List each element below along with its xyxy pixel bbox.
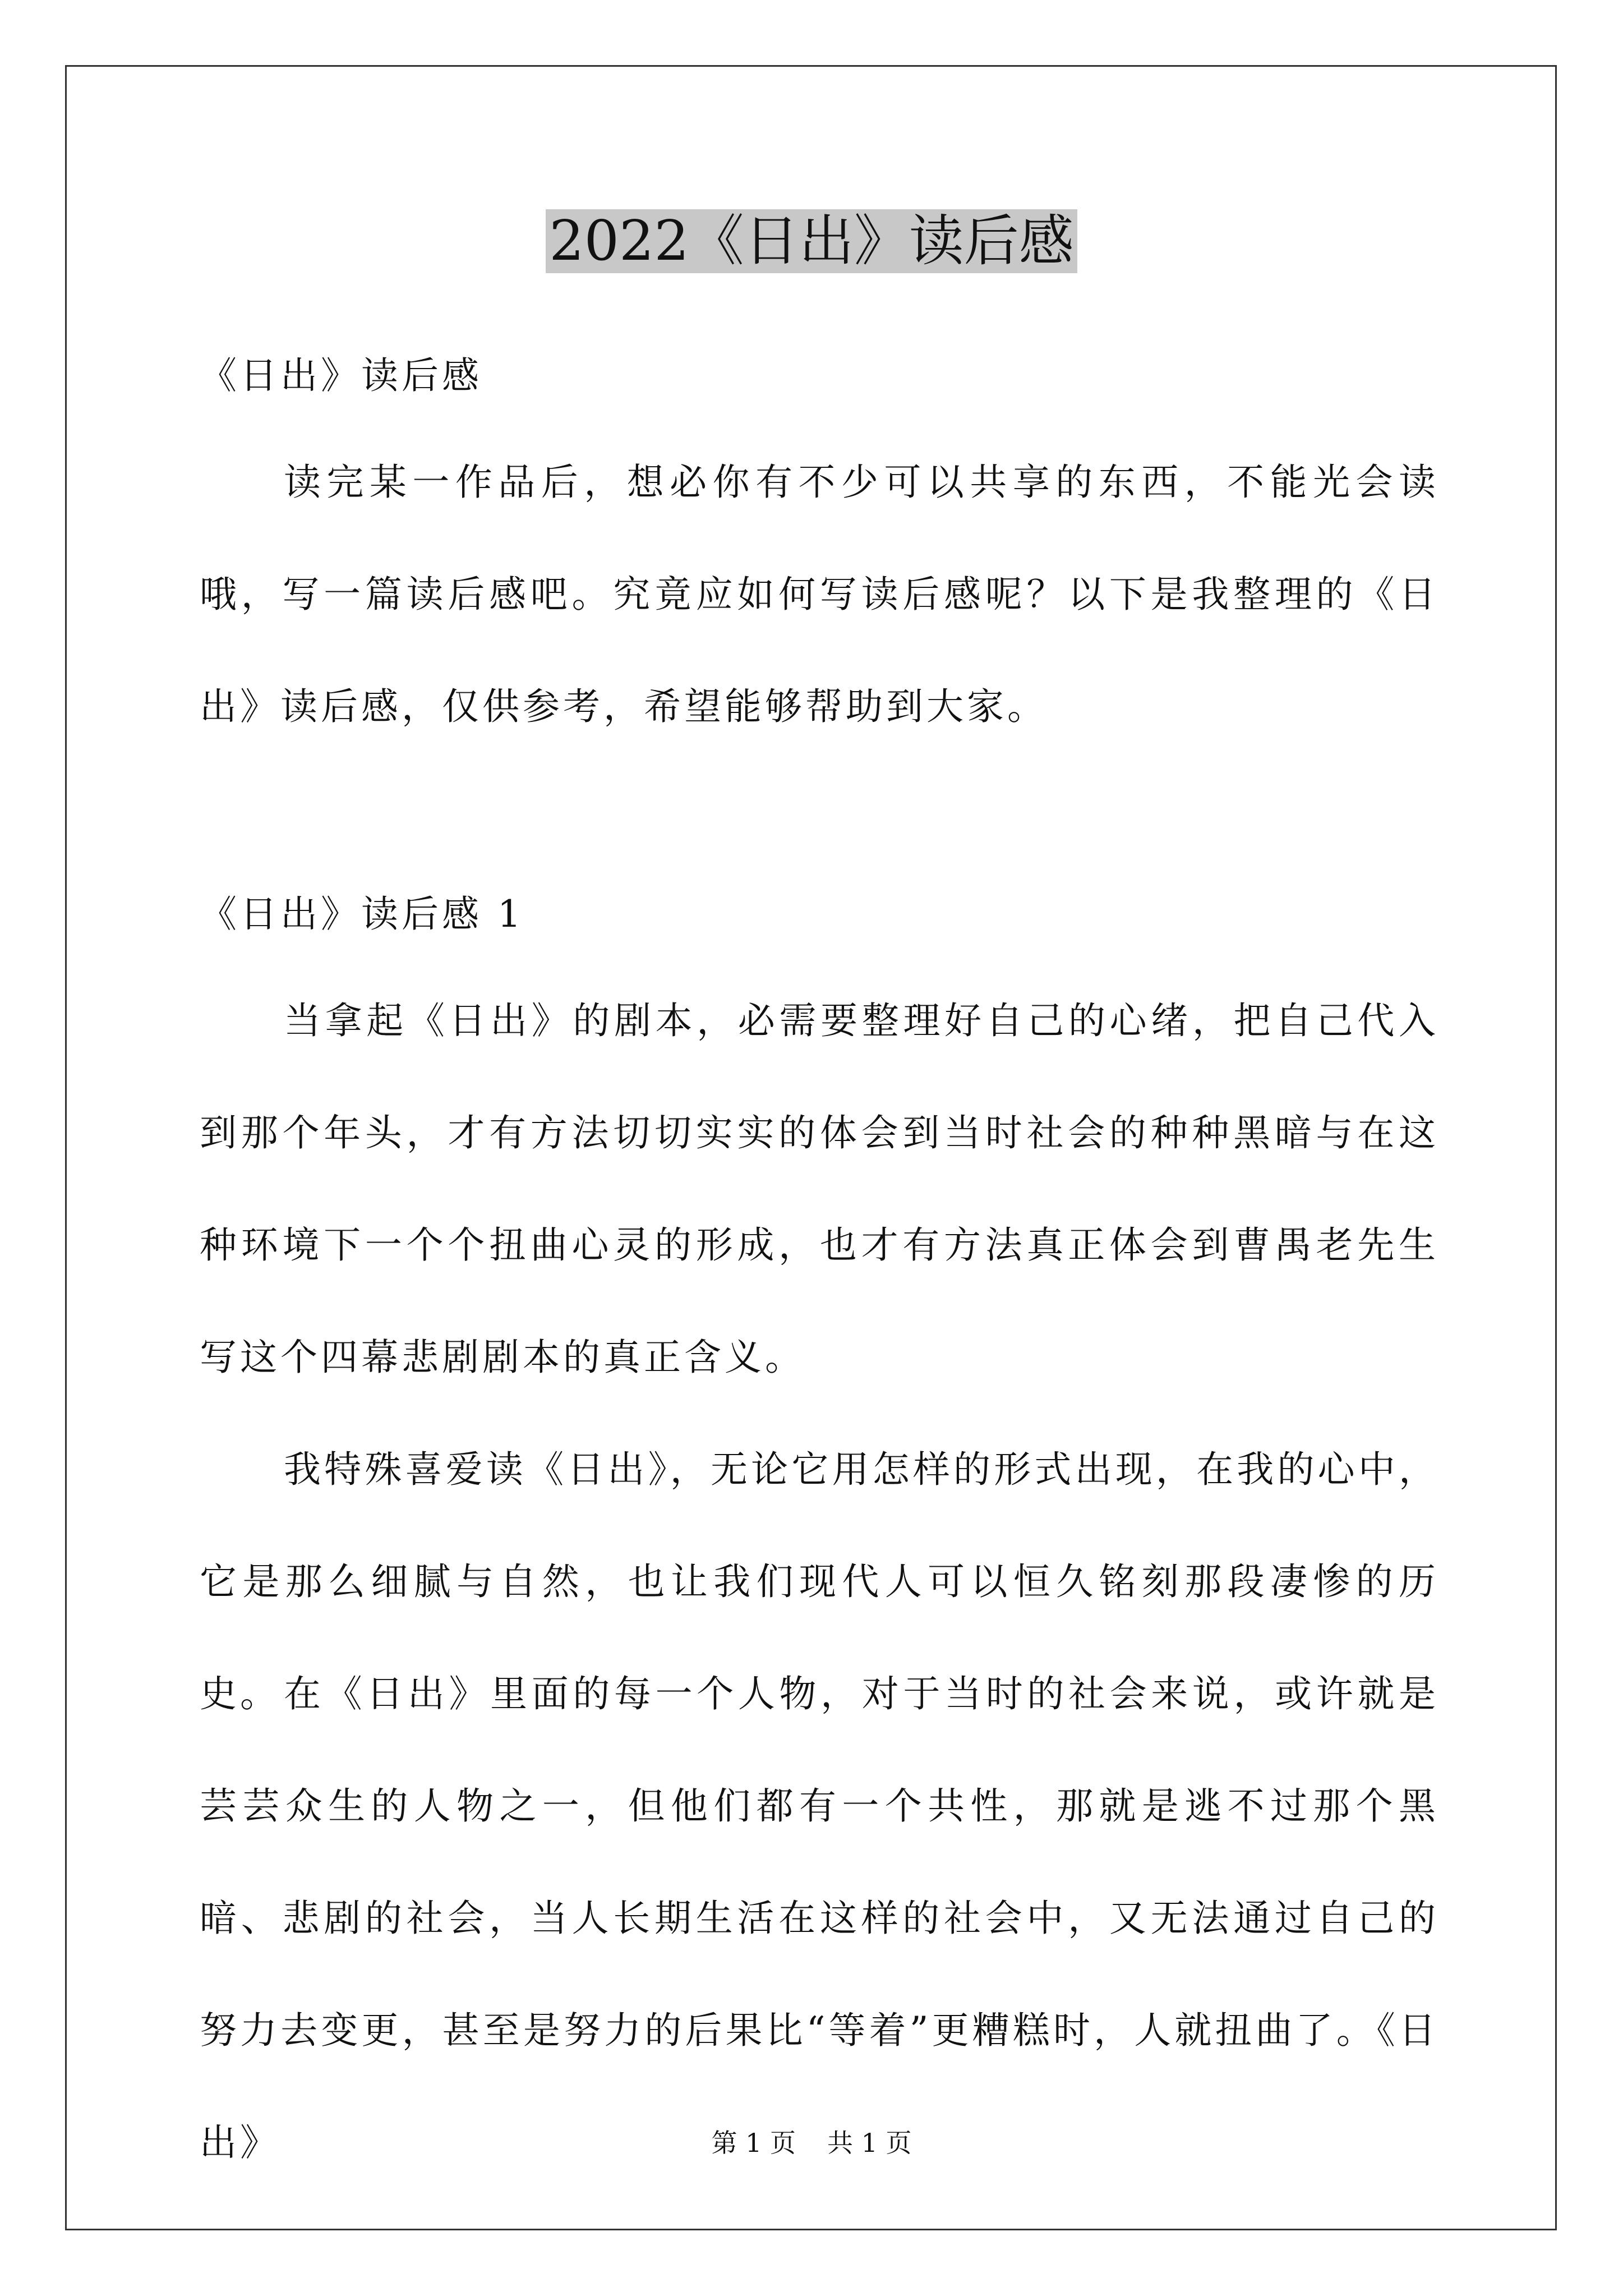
intro-paragraph: 读完某一作品后，想必你有不少可以共享的东西，不能光会读哦，写一篇读后感吧。究竟应如何写读后感呢？以下是我整理的《日出》读后感，仅供参考，希望能够帮助到大家。 — [200, 461, 1439, 728]
document-title-text: 2022《日出》读后感 — [546, 209, 1077, 273]
intro-heading: 《日出》读后感 — [200, 354, 482, 397]
page-number-current: 第 1 页 — [711, 2128, 796, 2158]
page-number-total: 共 1 页 — [827, 2128, 912, 2158]
document-title — [0, 202, 1623, 280]
section-heading: 《日出》读后感 1 — [200, 892, 524, 936]
page-footer — [0, 2126, 1623, 2160]
body-paragraph-3: 在《日出》里面的每一个人物，对于当时的社会来说，或许就是芸芸众生的人物之一，但他们都有一个共性，那就是逃不过那个黑暗、悲剧的社会，当人长期生活在这样的社会中，又无法通过自己的努力去变更，甚至是努力的后果比“等着”更糟糕时，人就扭曲了。《日出》 — [200, 1672, 1439, 2164]
body-paragraph-1: 当拿起《日出》的剧本，必需要整理好自己的心绪，把自己代入到那个年头，才有方法切切实实的体会到当时社会的种种黑暗与在这种环境下一个个扭曲心灵的形成，也才有方法真正体会到曹禺老先生写这个四幕悲剧剧本的真正含义。 — [200, 999, 1439, 1379]
body-paragraph-2: 我特殊喜爱读《日出》，无论它用怎样的形式出现，在我的心中，它是那么细腻与自然，也让我们现代人可以恒久铭刻那段凄惨的历史。 — [200, 1448, 1439, 1715]
